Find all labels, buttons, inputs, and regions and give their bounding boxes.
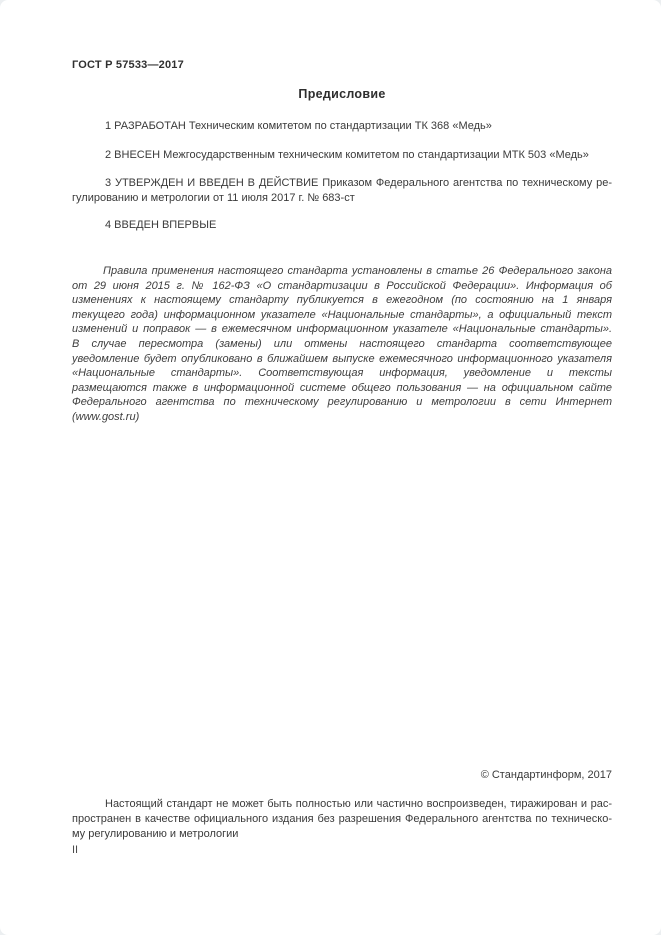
legal-application-notice: Правила применения настоящего стандарта установлены в статье 26 Федерального закона от 29 июня 2015 г. № 162-ФЗ «О стандартизации в Российской Федерации». Информация об изменениях к настоящему стандарту публикуется в ежегодном (по состоянию на 1 января текущего года) информационном указателе «Национальные стандарты», а официальный текст изменений и поправок — в ежемесячном информационном указателе «Национальные стандарты». В случае пересмотра (замены) или отмены настоящего стандарта соответствующее уведомление будет опубликовано в ближайшем выпуске ежемесячного информационного указателя «Национальные стандарты». Соответствующая информация, уведомление и тексты размещаются также в информационной системе общего пользования — на официальном сайте Федерального агентства по техническому регулированию и метрологии в сети Интернет (www.gost.ru): [72, 265, 612, 423]
reproduction-restriction-notice: Настоящий стандарт не может быть полностью или частично воспроизведен, тиражирован и распространен в качестве официального издания без разрешения Федерального агентства по техническому регулированию и метрологии: [72, 798, 612, 840]
copyright-line: © Стандартинформ, 2017: [480, 769, 612, 781]
document-code: ГОСТ Р 57533—2017: [72, 59, 184, 71]
page-number: II: [72, 844, 79, 856]
section-title: Предисловие: [298, 87, 386, 101]
foreword-item-2: 2 ВНЕСЕН Межгосударственным техническим комитетом по стандартизации МТК 503 «Медь»: [105, 149, 589, 161]
foreword-item-3: 3 УТВЕРЖДЕН И ВВЕДЕН В ДЕЙСТВИЕ Приказом Федерального агентства по техническому регулированию и метрологии от 11 июля 2017 г. № 683-ст: [72, 177, 612, 204]
foreword-item-1: 1 РАЗРАБОТАН Техническим комитетом по стандартизации ТК 368 «Медь»: [105, 120, 492, 132]
foreword-item-4: 4 ВВЕДЕН ВПЕРВЫЕ: [105, 219, 217, 231]
